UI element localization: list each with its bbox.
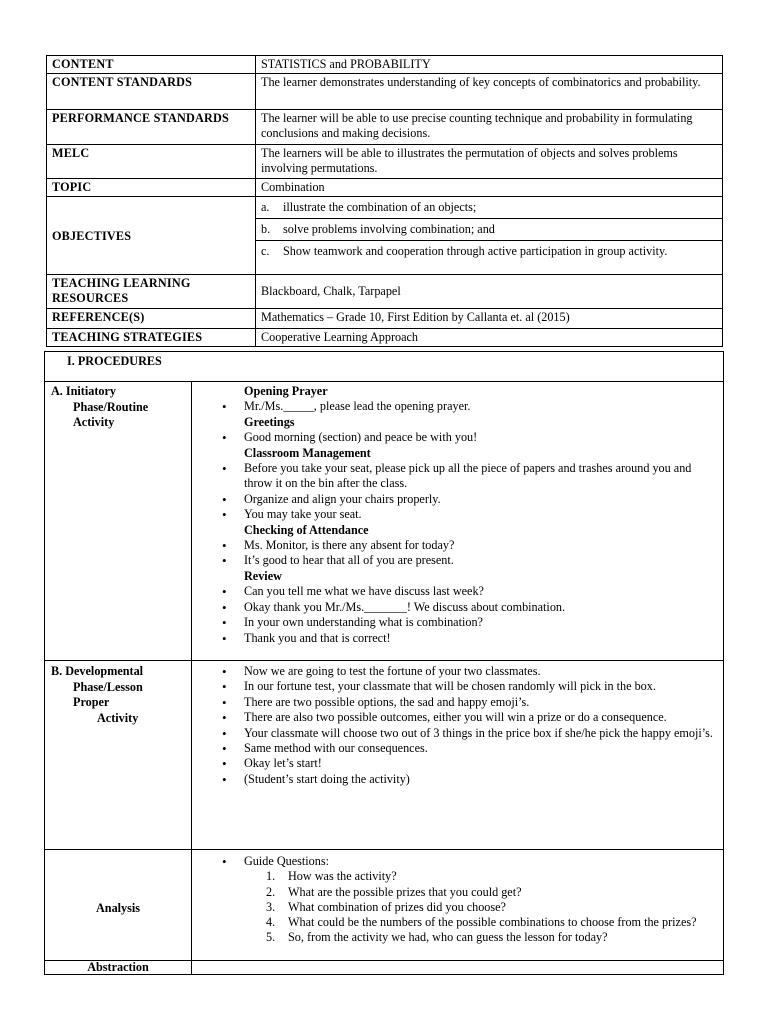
phase-label-line: Phase/Routine (73, 399, 149, 414)
list-item: • Okay thank you Mr./Ms._______! We discuss about combination. (198, 600, 717, 615)
list-item: • There are two possible options, the sad and happy emoji’s. (198, 695, 717, 710)
content-value: STATISTICS and PROBABILITY (256, 56, 723, 74)
objective-row-a (47, 197, 723, 219)
list-item (198, 915, 717, 930)
objective-text: Show teamwork and cooperation through active participation in group activity. (283, 244, 668, 258)
objective-marker: c. (261, 244, 270, 258)
performance-standards-label: PERFORMANCE STANDARDS (47, 110, 256, 145)
initiatory-label (45, 382, 192, 661)
content-standards-value: The learner demonstrates understanding of key concepts of combinatorics and probability. (256, 74, 723, 110)
phase-label-line: B. Developmental (51, 664, 144, 678)
analysis-content (192, 850, 724, 961)
developmental-row (45, 661, 724, 850)
developmental-content (192, 661, 724, 850)
bullet-list (198, 584, 717, 646)
abstraction-row (45, 961, 724, 975)
question-number: 5. (266, 930, 276, 945)
list-item (198, 885, 717, 900)
content-label: CONTENT (47, 56, 256, 74)
objective-marker: a. (261, 200, 270, 214)
list-item: • Thank you and that is correct! (198, 631, 717, 646)
list-item: • In our fortune test, your classmate that will be chosen randomly will pick in the box. (198, 679, 717, 694)
question-text: What could be the numbers of the possible combinations to choose from the prizes? (288, 915, 697, 930)
objective-text: illustrate the combination of an objects; (283, 200, 477, 214)
list-item: • Ms. Monitor, is there any absent for today? (198, 538, 717, 553)
content-standards-label: CONTENT STANDARDS (47, 74, 256, 110)
objective-text: solve problems involving combination; and (283, 222, 495, 236)
list-item: • Guide Questions: (198, 854, 717, 869)
resources-row (47, 275, 723, 309)
content-row (47, 56, 723, 74)
list-item: • Good morning (section) and peace be with you! (198, 430, 717, 445)
question-number: 1. (266, 869, 276, 884)
references-row (47, 309, 723, 329)
list-item: • (Student’s start doing the activity) (198, 772, 717, 787)
performance-standards-row (47, 110, 723, 145)
section-title: Review (244, 568, 282, 583)
performance-standards-value: The learner will be able to use precise counting technique and probability in formulating conclusions and making decisions. (256, 110, 723, 145)
lesson-info-table (46, 55, 723, 347)
references-value: Mathematics – Grade 10, First Edition by Callanta et. al (2015) (256, 309, 723, 329)
melc-row (47, 145, 723, 179)
resources-label: TEACHING LEARNING RESOURCES (47, 275, 256, 309)
procedures-table (44, 351, 724, 975)
question-number: 3. (266, 899, 276, 914)
list-item: • There are also two possible outcomes, either you will win a prize or do a consequence. (198, 710, 717, 725)
initiatory-content (192, 382, 724, 661)
abstraction-label: Abstraction (45, 961, 192, 975)
melc-label: MELC (47, 145, 256, 179)
list-item (198, 869, 717, 884)
list-item: • It’s good to hear that all of you are present. (198, 553, 717, 568)
guide-questions-list (198, 869, 717, 945)
content-standards-row (47, 74, 723, 110)
list-item: • In your own understanding what is combination? (198, 615, 717, 630)
list-item: • Mr./Ms._____, please lead the opening prayer. (198, 399, 717, 414)
list-item (198, 900, 717, 915)
bullet-list (198, 854, 717, 869)
list-item: • Before you take your seat, please pick up all the piece of papers and trashes around you and throw it on the bin after the class. (198, 461, 717, 492)
question-text: What are the possible prizes that you could get? (288, 884, 522, 899)
question-text: What combination of prizes did you choose? (288, 899, 506, 914)
melc-value: The learners will be able to illustrates the permutation of objects and solves problems involving permutations. (256, 145, 723, 179)
objective-a (256, 197, 723, 219)
resources-value: Blackboard, Chalk, Tarpapel (256, 275, 723, 309)
bullet-list (198, 399, 717, 414)
phase-label-line: Activity (73, 415, 115, 430)
bullet-list (198, 538, 717, 569)
analysis-label: Analysis (45, 850, 192, 961)
procedures-heading-row (45, 352, 724, 382)
section-title: Checking of Attendance (244, 522, 369, 537)
objective-c (256, 241, 723, 275)
list-item: • Your classmate will choose two out of 3 things in the price box if she/he pick the happy emoji’s. (198, 726, 717, 741)
list-item: • Now we are going to test the fortune of your two classmates. (198, 664, 717, 679)
objectives-label: OBJECTIVES (47, 197, 256, 275)
list-item: • Okay let’s start! (198, 756, 717, 771)
references-label: REFERENCE(S) (47, 309, 256, 329)
strategies-label: TEACHING STRATEGIES (47, 329, 256, 347)
question-text: So, from the activity we had, who can guess the lesson for today? (288, 930, 608, 945)
bullet-list (198, 430, 717, 445)
procedures-heading: I. PROCEDURES (45, 352, 724, 382)
phase-label-line: A. Initiatory (51, 384, 116, 398)
objective-marker: b. (261, 222, 271, 236)
topic-label: TOPIC (47, 179, 256, 197)
phase-label-line: Proper (73, 695, 110, 710)
list-item (198, 930, 717, 945)
abstraction-content (192, 961, 724, 975)
strategies-value: Cooperative Learning Approach (256, 329, 723, 347)
list-item: • Can you tell me what we have discuss last week? (198, 584, 717, 599)
strategies-row (47, 329, 723, 347)
phase-label-line: Activity (97, 710, 139, 725)
question-number: 2. (266, 884, 276, 899)
bullet-list (198, 461, 717, 523)
initiatory-row (45, 382, 724, 661)
topic-value: Combination (256, 179, 723, 197)
question-text: How was the activity? (288, 869, 397, 884)
analysis-row (45, 850, 724, 961)
list-item: • Same method with our consequences. (198, 741, 717, 756)
phase-label-line: Phase/Lesson (73, 679, 143, 694)
list-item: • Organize and align your chairs properly. (198, 492, 717, 507)
bullet-list (198, 664, 717, 787)
section-title: Opening Prayer (244, 384, 328, 398)
topic-row (47, 179, 723, 197)
developmental-label (45, 661, 192, 850)
section-title: Greetings (244, 414, 295, 429)
list-item: • You may take your seat. (198, 507, 717, 522)
objective-b (256, 219, 723, 241)
section-title: Classroom Management (244, 445, 371, 460)
question-number: 4. (266, 915, 276, 930)
